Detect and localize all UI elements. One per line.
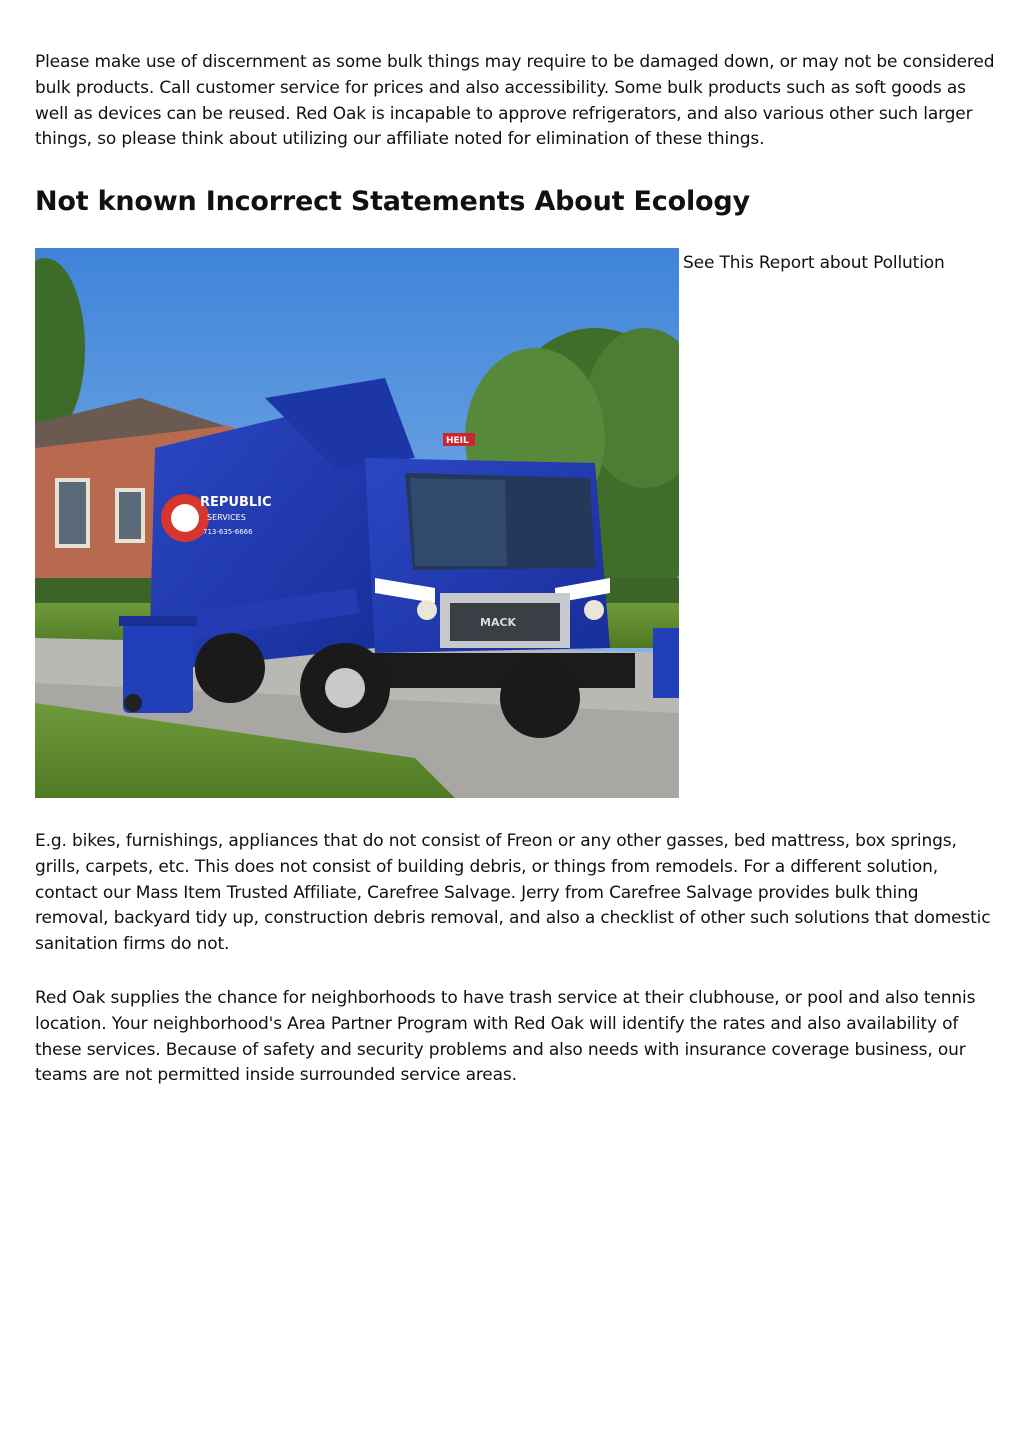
heil-badge-text: HEIL <box>446 436 469 446</box>
truck-sub-text: SERVICES <box>207 513 246 522</box>
grille-text: MACK <box>480 616 517 629</box>
unit-number-text: 2807 <box>573 586 596 595</box>
image-caption: See This Report about Pollution <box>683 253 945 273</box>
garbage-truck-photo <box>35 248 679 798</box>
truck-brand-text: REPUBLIC <box>200 495 272 510</box>
intro-paragraph: Please make use of discernment as some bulk things may require to be damaged down, or may not be considered bulk products. Call customer service for prices and also accessibility. Some bulk products such as soft goods as well as devices can be reused. Red Oak is incapable to approve refrigerators, and also various other such larger things, so please think about utilizing our affiliate noted for elimination of these things. <box>35 52 995 150</box>
body-paragraph-2: E.g. bikes, furnishings, appliances that do not consist of Freon or any other gasses, bed mattress, box springs, grills, carpets, etc. This does not consist of building debris, or things from remodels. For a different solution, contact our Mass Item Trusted Affiliate, Carefree Salvage. Jerry from Carefree Salvage provides bulk thing removal, backyard tidy up, construction debris removal, and also a checklist of other such solutions that domestic sanitation firms do not. <box>35 831 991 955</box>
body-paragraph-3: Red Oak supplies the chance for neighborhoods to have trash service at their clubhouse, or pool and also tennis location. Your neighborhood's Area Partner Program with Red Oak will identify the rates and also availability of these services. Because of safety and security problems and also needs with insurance coverage business, our teams are not permitted inside surrounded service areas. <box>35 988 976 1086</box>
truck-phone-text: 713-635-6666 <box>203 528 253 536</box>
section-heading: Not known Incorrect Statements About Ecology <box>35 186 750 217</box>
